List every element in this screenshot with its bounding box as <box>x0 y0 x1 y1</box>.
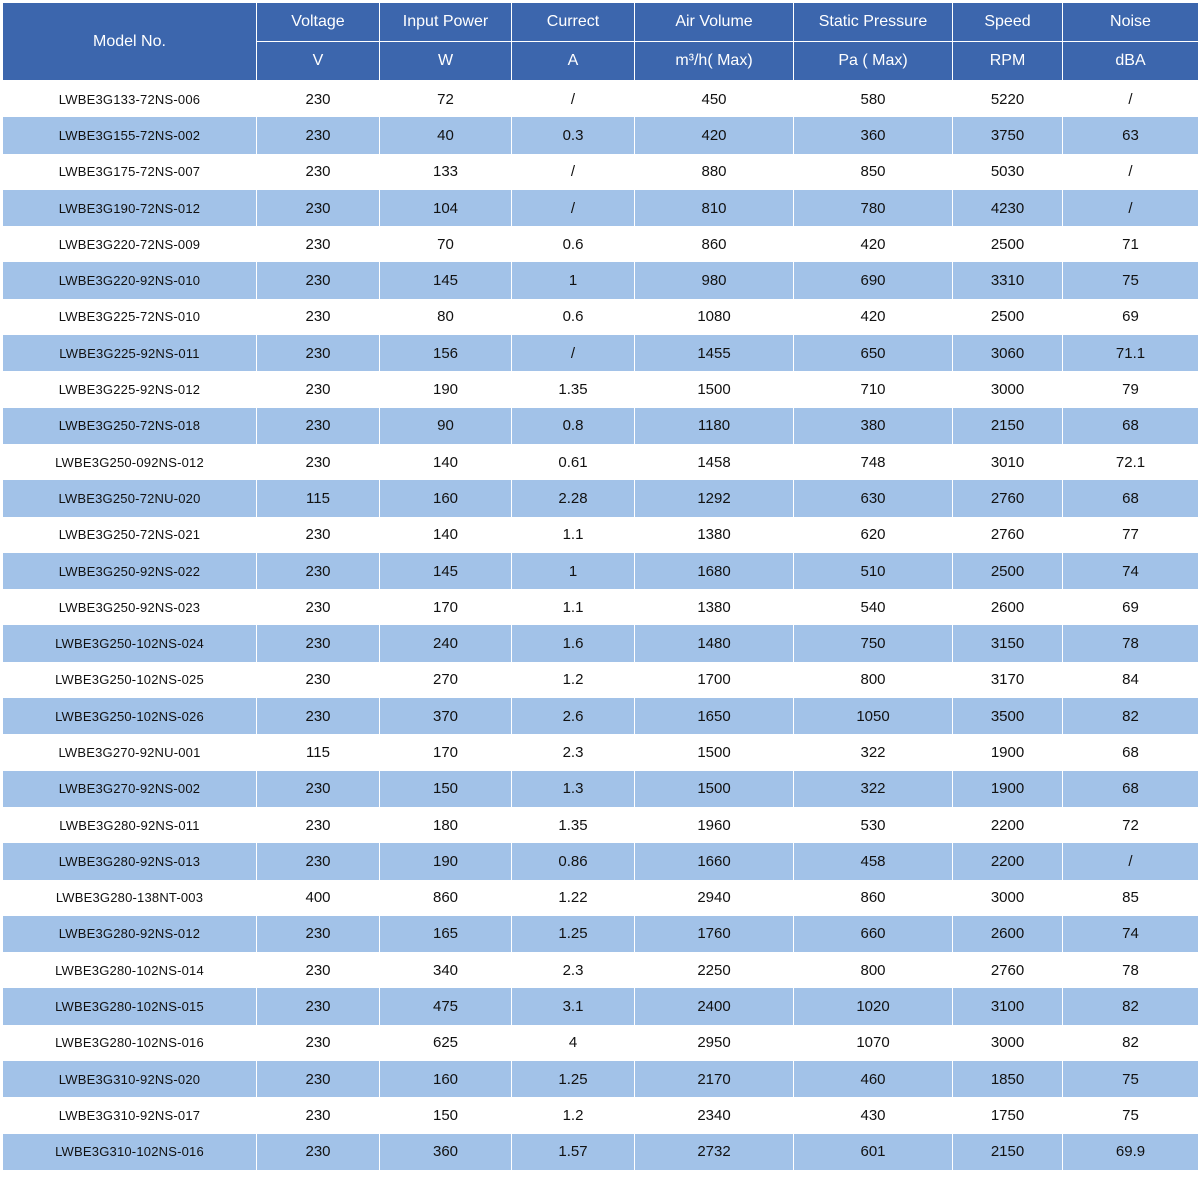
cell-noise: 69 <box>1063 589 1199 625</box>
cell-current: / <box>512 154 635 190</box>
cell-noise: 78 <box>1063 625 1199 661</box>
cell-noise: 75 <box>1063 1061 1199 1097</box>
cell-noise: 84 <box>1063 662 1199 698</box>
cell-model: LWBE3G175-72NS-007 <box>3 154 257 190</box>
unit-input-power: W <box>380 42 512 81</box>
cell-voltage: 230 <box>257 299 380 335</box>
cell-static-pressure: 458 <box>794 843 953 879</box>
cell-voltage: 230 <box>257 662 380 698</box>
cell-speed: 3010 <box>953 444 1063 480</box>
cell-speed: 3150 <box>953 625 1063 661</box>
cell-input-power: 145 <box>380 553 512 589</box>
cell-input-power: 160 <box>380 480 512 516</box>
cell-speed: 1850 <box>953 1061 1063 1097</box>
table-row <box>3 1097 1199 1133</box>
cell-air-volume: 1080 <box>635 299 794 335</box>
header-static-pressure: Static Pressure <box>794 3 953 42</box>
spec-table <box>2 2 1199 1170</box>
cell-air-volume: 1760 <box>635 916 794 952</box>
cell-air-volume: 880 <box>635 154 794 190</box>
cell-noise: 69 <box>1063 299 1199 335</box>
cell-voltage: 230 <box>257 771 380 807</box>
header-current: Currect <box>512 3 635 42</box>
cell-air-volume: 2170 <box>635 1061 794 1097</box>
header-row-names <box>3 3 1199 42</box>
cell-air-volume: 980 <box>635 262 794 298</box>
cell-noise: 72 <box>1063 807 1199 843</box>
cell-input-power: 240 <box>380 625 512 661</box>
cell-speed: 2200 <box>953 807 1063 843</box>
cell-static-pressure: 360 <box>794 117 953 153</box>
cell-current: 1.25 <box>512 916 635 952</box>
cell-speed: 4230 <box>953 190 1063 226</box>
cell-noise: 74 <box>1063 553 1199 589</box>
cell-input-power: 270 <box>380 662 512 698</box>
table-row <box>3 480 1199 516</box>
cell-current: 1.6 <box>512 625 635 661</box>
cell-air-volume: 860 <box>635 226 794 262</box>
table-row <box>3 154 1199 190</box>
table-row <box>3 517 1199 553</box>
cell-noise: 85 <box>1063 880 1199 916</box>
cell-input-power: 40 <box>380 117 512 153</box>
cell-noise: 68 <box>1063 771 1199 807</box>
cell-input-power: 70 <box>380 226 512 262</box>
cell-voltage: 230 <box>257 371 380 407</box>
cell-static-pressure: 620 <box>794 517 953 553</box>
cell-noise: 82 <box>1063 988 1199 1024</box>
cell-voltage: 230 <box>257 190 380 226</box>
cell-static-pressure: 1020 <box>794 988 953 1024</box>
cell-current: 0.86 <box>512 843 635 879</box>
cell-air-volume: 1380 <box>635 589 794 625</box>
cell-current: 1.35 <box>512 371 635 407</box>
header-noise: Noise <box>1063 3 1199 42</box>
cell-current: 0.61 <box>512 444 635 480</box>
table-row <box>3 117 1199 153</box>
cell-current: 3.1 <box>512 988 635 1024</box>
cell-voltage: 230 <box>257 154 380 190</box>
header-speed: Speed <box>953 3 1063 42</box>
table-row <box>3 190 1199 226</box>
cell-static-pressure: 710 <box>794 371 953 407</box>
cell-air-volume: 450 <box>635 81 794 118</box>
table-row <box>3 589 1199 625</box>
cell-air-volume: 1180 <box>635 408 794 444</box>
cell-speed: 5220 <box>953 81 1063 118</box>
cell-speed: 2600 <box>953 916 1063 952</box>
cell-input-power: 72 <box>380 81 512 118</box>
cell-air-volume: 1480 <box>635 625 794 661</box>
cell-static-pressure: 530 <box>794 807 953 843</box>
unit-noise: dBA <box>1063 42 1199 81</box>
cell-air-volume: 1500 <box>635 371 794 407</box>
cell-model: LWBE3G280-92NS-011 <box>3 807 257 843</box>
cell-voltage: 230 <box>257 553 380 589</box>
cell-input-power: 180 <box>380 807 512 843</box>
cell-current: 1.3 <box>512 771 635 807</box>
table-row <box>3 1061 1199 1097</box>
cell-static-pressure: 601 <box>794 1134 953 1170</box>
table-row <box>3 843 1199 879</box>
cell-speed: 2500 <box>953 553 1063 589</box>
cell-current: 1.25 <box>512 1061 635 1097</box>
cell-input-power: 170 <box>380 734 512 770</box>
cell-model: LWBE3G280-92NS-013 <box>3 843 257 879</box>
table-row <box>3 988 1199 1024</box>
cell-static-pressure: 650 <box>794 335 953 371</box>
cell-model: LWBE3G310-92NS-017 <box>3 1097 257 1133</box>
cell-noise: / <box>1063 154 1199 190</box>
cell-static-pressure: 460 <box>794 1061 953 1097</box>
cell-model: LWBE3G220-92NS-010 <box>3 262 257 298</box>
table-row <box>3 226 1199 262</box>
table-row <box>3 662 1199 698</box>
cell-static-pressure: 1070 <box>794 1025 953 1061</box>
cell-air-volume: 1660 <box>635 843 794 879</box>
cell-input-power: 190 <box>380 371 512 407</box>
cell-model: LWBE3G220-72NS-009 <box>3 226 257 262</box>
cell-air-volume: 1455 <box>635 335 794 371</box>
cell-voltage: 230 <box>257 117 380 153</box>
cell-speed: 2150 <box>953 1134 1063 1170</box>
cell-voltage: 230 <box>257 916 380 952</box>
table-row <box>3 444 1199 480</box>
cell-speed: 3060 <box>953 335 1063 371</box>
cell-noise: 75 <box>1063 1097 1199 1133</box>
header-input-power: Input Power <box>380 3 512 42</box>
cell-input-power: 370 <box>380 698 512 734</box>
cell-current: 0.6 <box>512 226 635 262</box>
cell-speed: 3000 <box>953 880 1063 916</box>
cell-speed: 1900 <box>953 771 1063 807</box>
cell-voltage: 230 <box>257 807 380 843</box>
cell-input-power: 625 <box>380 1025 512 1061</box>
cell-speed: 2600 <box>953 589 1063 625</box>
header-voltage: Voltage <box>257 3 380 42</box>
cell-model: LWBE3G280-102NS-015 <box>3 988 257 1024</box>
cell-input-power: 340 <box>380 952 512 988</box>
cell-static-pressure: 580 <box>794 81 953 118</box>
cell-model: LWBE3G270-92NU-001 <box>3 734 257 770</box>
cell-noise: 79 <box>1063 371 1199 407</box>
table-row <box>3 625 1199 661</box>
cell-voltage: 230 <box>257 843 380 879</box>
cell-air-volume: 810 <box>635 190 794 226</box>
cell-input-power: 140 <box>380 517 512 553</box>
header-model: Model No. <box>3 3 257 81</box>
cell-static-pressure: 322 <box>794 771 953 807</box>
cell-air-volume: 2340 <box>635 1097 794 1133</box>
cell-input-power: 360 <box>380 1134 512 1170</box>
cell-static-pressure: 322 <box>794 734 953 770</box>
cell-noise: / <box>1063 81 1199 118</box>
cell-speed: 3170 <box>953 662 1063 698</box>
cell-air-volume: 2950 <box>635 1025 794 1061</box>
cell-input-power: 475 <box>380 988 512 1024</box>
cell-model: LWBE3G250-102NS-026 <box>3 698 257 734</box>
cell-current: 1.2 <box>512 1097 635 1133</box>
cell-noise: 63 <box>1063 117 1199 153</box>
cell-noise: 69.9 <box>1063 1134 1199 1170</box>
cell-speed: 2760 <box>953 952 1063 988</box>
cell-voltage: 230 <box>257 226 380 262</box>
cell-current: 0.3 <box>512 117 635 153</box>
cell-voltage: 230 <box>257 517 380 553</box>
cell-air-volume: 1292 <box>635 480 794 516</box>
table-row <box>3 408 1199 444</box>
unit-static-pressure: Pa ( Max) <box>794 42 953 81</box>
cell-model: LWBE3G270-92NS-002 <box>3 771 257 807</box>
cell-current: 2.3 <box>512 952 635 988</box>
unit-air-volume: m³/h( Max) <box>635 42 794 81</box>
table-header <box>3 3 1199 81</box>
cell-noise: / <box>1063 843 1199 879</box>
cell-air-volume: 1650 <box>635 698 794 734</box>
cell-model: LWBE3G225-92NS-012 <box>3 371 257 407</box>
cell-noise: 74 <box>1063 916 1199 952</box>
cell-static-pressure: 690 <box>794 262 953 298</box>
cell-static-pressure: 780 <box>794 190 953 226</box>
cell-current: 1.1 <box>512 517 635 553</box>
cell-air-volume: 2732 <box>635 1134 794 1170</box>
cell-air-volume: 2940 <box>635 880 794 916</box>
cell-static-pressure: 800 <box>794 662 953 698</box>
cell-air-volume: 1500 <box>635 771 794 807</box>
cell-noise: 82 <box>1063 698 1199 734</box>
table-row <box>3 299 1199 335</box>
table-row <box>3 698 1199 734</box>
cell-current: 1.57 <box>512 1134 635 1170</box>
cell-static-pressure: 430 <box>794 1097 953 1133</box>
cell-model: LWBE3G310-102NS-016 <box>3 1134 257 1170</box>
cell-model: LWBE3G250-72NS-021 <box>3 517 257 553</box>
cell-speed: 2200 <box>953 843 1063 879</box>
cell-voltage: 115 <box>257 480 380 516</box>
cell-current: 1.22 <box>512 880 635 916</box>
cell-model: LWBE3G280-102NS-014 <box>3 952 257 988</box>
cell-voltage: 230 <box>257 625 380 661</box>
cell-model: LWBE3G155-72NS-002 <box>3 117 257 153</box>
cell-current: 0.8 <box>512 408 635 444</box>
cell-current: 1.35 <box>512 807 635 843</box>
cell-speed: 3000 <box>953 371 1063 407</box>
cell-static-pressure: 630 <box>794 480 953 516</box>
cell-static-pressure: 660 <box>794 916 953 952</box>
table-row <box>3 916 1199 952</box>
table-row <box>3 807 1199 843</box>
cell-static-pressure: 380 <box>794 408 953 444</box>
cell-input-power: 80 <box>380 299 512 335</box>
cell-noise: 71.1 <box>1063 335 1199 371</box>
cell-model: LWBE3G225-72NS-010 <box>3 299 257 335</box>
cell-model: LWBE3G280-102NS-016 <box>3 1025 257 1061</box>
cell-current: 0.6 <box>512 299 635 335</box>
cell-noise: 68 <box>1063 734 1199 770</box>
table-row <box>3 262 1199 298</box>
cell-noise: 77 <box>1063 517 1199 553</box>
cell-speed: 3000 <box>953 1025 1063 1061</box>
table-body <box>3 81 1199 1170</box>
cell-static-pressure: 420 <box>794 226 953 262</box>
cell-model: LWBE3G280-92NS-012 <box>3 916 257 952</box>
cell-static-pressure: 540 <box>794 589 953 625</box>
cell-speed: 3100 <box>953 988 1063 1024</box>
cell-input-power: 90 <box>380 408 512 444</box>
cell-voltage: 400 <box>257 880 380 916</box>
cell-speed: 2500 <box>953 226 1063 262</box>
cell-model: LWBE3G250-102NS-025 <box>3 662 257 698</box>
header-air-volume: Air Volume <box>635 3 794 42</box>
cell-input-power: 145 <box>380 262 512 298</box>
unit-voltage: V <box>257 42 380 81</box>
cell-noise: 75 <box>1063 262 1199 298</box>
cell-voltage: 230 <box>257 444 380 480</box>
cell-voltage: 230 <box>257 1134 380 1170</box>
cell-air-volume: 1680 <box>635 553 794 589</box>
cell-current: / <box>512 190 635 226</box>
cell-speed: 1900 <box>953 734 1063 770</box>
cell-voltage: 230 <box>257 1025 380 1061</box>
cell-input-power: 160 <box>380 1061 512 1097</box>
cell-speed: 2500 <box>953 299 1063 335</box>
cell-input-power: 140 <box>380 444 512 480</box>
cell-current: 4 <box>512 1025 635 1061</box>
cell-current: / <box>512 335 635 371</box>
cell-speed: 3310 <box>953 262 1063 298</box>
cell-model: LWBE3G310-92NS-020 <box>3 1061 257 1097</box>
cell-speed: 3500 <box>953 698 1063 734</box>
cell-speed: 2150 <box>953 408 1063 444</box>
cell-static-pressure: 510 <box>794 553 953 589</box>
table-row <box>3 335 1199 371</box>
cell-input-power: 170 <box>380 589 512 625</box>
table-row <box>3 771 1199 807</box>
cell-air-volume: 1960 <box>635 807 794 843</box>
cell-input-power: 133 <box>380 154 512 190</box>
cell-input-power: 156 <box>380 335 512 371</box>
cell-air-volume: 2400 <box>635 988 794 1024</box>
cell-voltage: 230 <box>257 81 380 118</box>
cell-voltage: 230 <box>257 1061 380 1097</box>
cell-current: 1.2 <box>512 662 635 698</box>
cell-noise: 71 <box>1063 226 1199 262</box>
cell-current: 2.6 <box>512 698 635 734</box>
cell-static-pressure: 420 <box>794 299 953 335</box>
cell-model: LWBE3G250-72NS-018 <box>3 408 257 444</box>
cell-static-pressure: 750 <box>794 625 953 661</box>
cell-current: 1 <box>512 262 635 298</box>
cell-noise: 78 <box>1063 952 1199 988</box>
cell-static-pressure: 860 <box>794 880 953 916</box>
cell-static-pressure: 850 <box>794 154 953 190</box>
cell-static-pressure: 748 <box>794 444 953 480</box>
cell-input-power: 150 <box>380 771 512 807</box>
cell-input-power: 165 <box>380 916 512 952</box>
unit-current: A <box>512 42 635 81</box>
cell-speed: 1750 <box>953 1097 1063 1133</box>
cell-voltage: 230 <box>257 1097 380 1133</box>
cell-air-volume: 1500 <box>635 734 794 770</box>
table-row <box>3 1134 1199 1170</box>
table-row <box>3 952 1199 988</box>
cell-noise: 82 <box>1063 1025 1199 1061</box>
unit-speed: RPM <box>953 42 1063 81</box>
cell-model: LWBE3G250-092NS-012 <box>3 444 257 480</box>
cell-input-power: 190 <box>380 843 512 879</box>
cell-air-volume: 1458 <box>635 444 794 480</box>
cell-speed: 3750 <box>953 117 1063 153</box>
cell-voltage: 230 <box>257 335 380 371</box>
cell-voltage: 230 <box>257 589 380 625</box>
cell-voltage: 230 <box>257 408 380 444</box>
table-row <box>3 371 1199 407</box>
cell-noise: 72.1 <box>1063 444 1199 480</box>
cell-input-power: 150 <box>380 1097 512 1133</box>
cell-model: LWBE3G225-92NS-011 <box>3 335 257 371</box>
cell-air-volume: 1380 <box>635 517 794 553</box>
cell-voltage: 230 <box>257 952 380 988</box>
cell-input-power: 860 <box>380 880 512 916</box>
cell-model: LWBE3G250-92NS-022 <box>3 553 257 589</box>
cell-model: LWBE3G133-72NS-006 <box>3 81 257 118</box>
cell-model: LWBE3G250-92NS-023 <box>3 589 257 625</box>
cell-voltage: 115 <box>257 734 380 770</box>
cell-voltage: 230 <box>257 698 380 734</box>
cell-current: / <box>512 81 635 118</box>
cell-noise: 68 <box>1063 480 1199 516</box>
cell-current: 1.1 <box>512 589 635 625</box>
cell-noise: 68 <box>1063 408 1199 444</box>
table-row <box>3 734 1199 770</box>
cell-model: LWBE3G250-102NS-024 <box>3 625 257 661</box>
cell-input-power: 104 <box>380 190 512 226</box>
cell-air-volume: 1700 <box>635 662 794 698</box>
table-row <box>3 1025 1199 1061</box>
cell-air-volume: 2250 <box>635 952 794 988</box>
cell-noise: / <box>1063 190 1199 226</box>
cell-speed: 2760 <box>953 517 1063 553</box>
cell-voltage: 230 <box>257 262 380 298</box>
table-row <box>3 553 1199 589</box>
cell-current: 1 <box>512 553 635 589</box>
cell-speed: 2760 <box>953 480 1063 516</box>
cell-model: LWBE3G250-72NU-020 <box>3 480 257 516</box>
cell-current: 2.28 <box>512 480 635 516</box>
cell-speed: 5030 <box>953 154 1063 190</box>
cell-current: 2.3 <box>512 734 635 770</box>
cell-static-pressure: 1050 <box>794 698 953 734</box>
cell-model: LWBE3G280-138NT-003 <box>3 880 257 916</box>
table-row <box>3 81 1199 118</box>
cell-model: LWBE3G190-72NS-012 <box>3 190 257 226</box>
cell-voltage: 230 <box>257 988 380 1024</box>
cell-static-pressure: 800 <box>794 952 953 988</box>
table-row <box>3 880 1199 916</box>
cell-air-volume: 420 <box>635 117 794 153</box>
